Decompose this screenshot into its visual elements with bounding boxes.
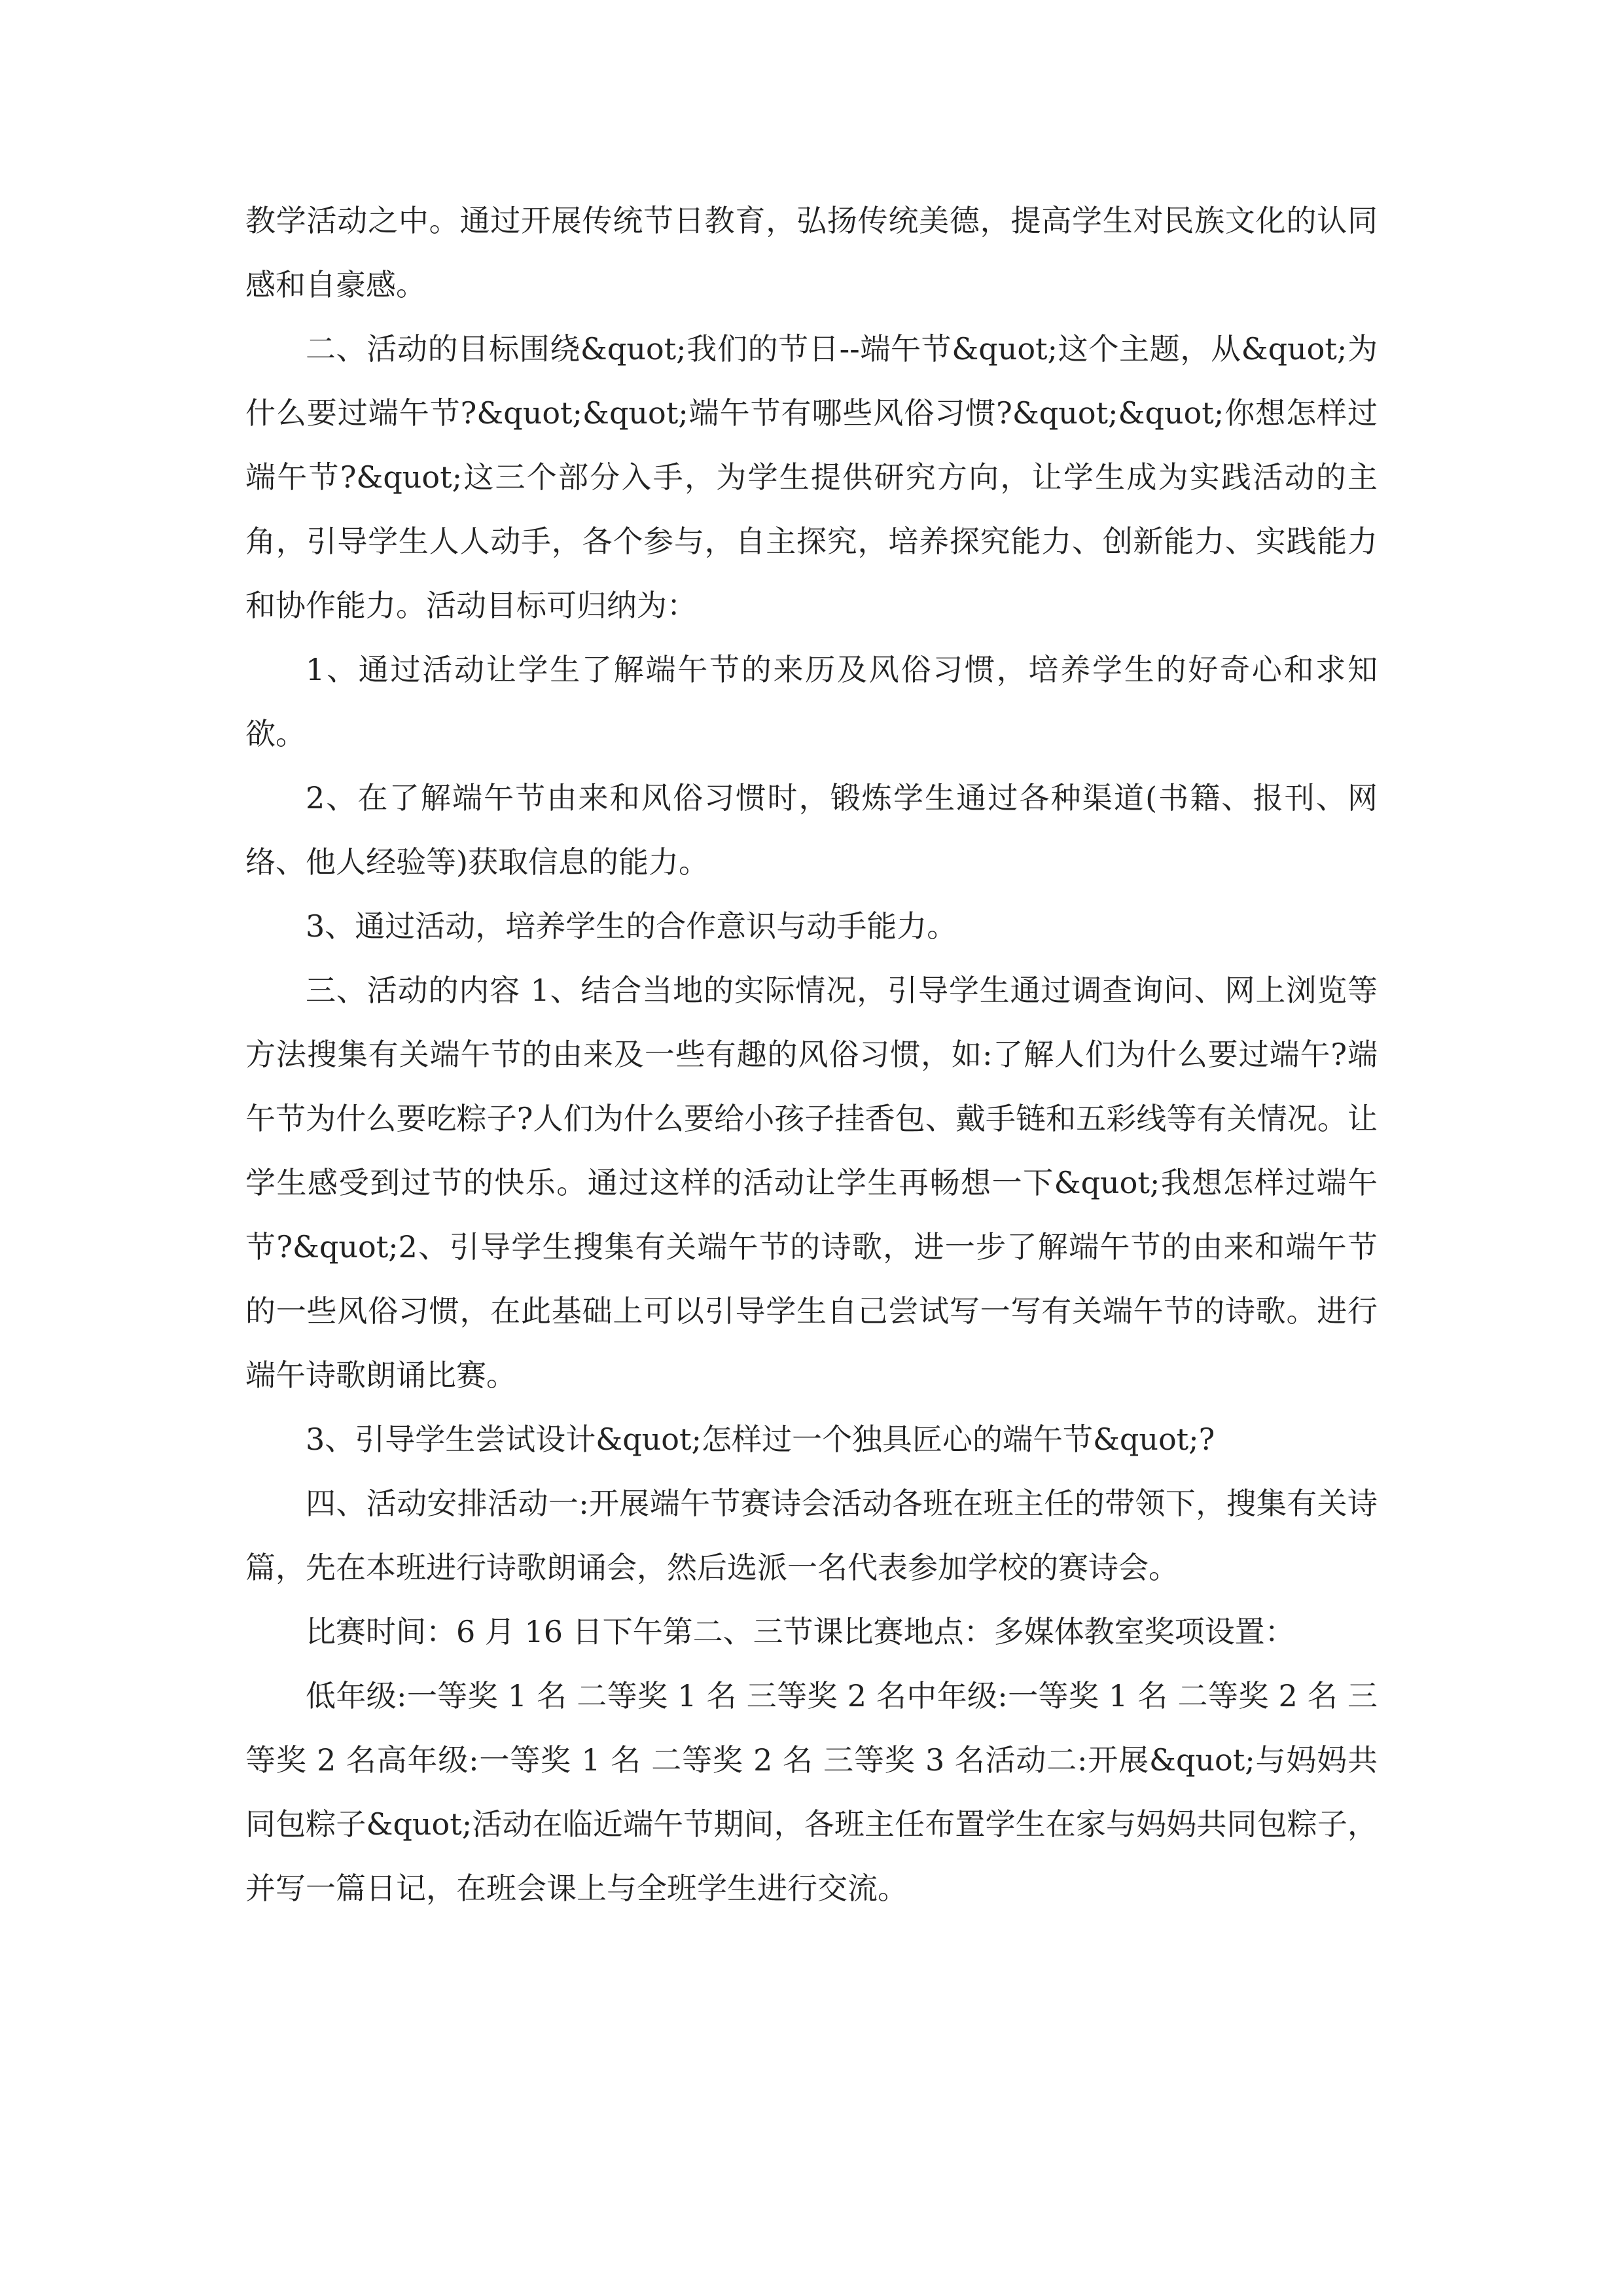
paragraph-3: 1、通过活动让学生了解端午节的来历及风俗习惯，培养学生的好奇心和求知欲。 [245, 652, 1378, 751]
paragraph-4: 2、在了解端午节由来和风俗习惯时，锻炼学生通过各种渠道(书籍、报刊、网络、他人经验等)获取信息的能力。 [245, 780, 1378, 880]
paragraph-7: 3、引导学生尝试设计&quot;怎样过一个独具匠心的端午节&quot;? [306, 1422, 1215, 1457]
paragraph-10: 低年级:一等奖 1 名 二等奖 1 名 三等奖 2 名中年级:一等奖 1 名 二等奖 2 名 三等奖 2 名高年级:一等奖 1 名 二等奖 2 名 三等奖 3 名活动二:开展&quot;与妈妈共同包粽子&quot;活动在临近端午节期间，各班主任布置学生在家与妈妈共同包粽子，并写一篇日记，在班会课上与全班学生进行交流。 [245, 1678, 1378, 1906]
paragraph-9: 比赛时间：6 月 16 日下午第二、三节课比赛地点：多媒体教室奖项设置： [306, 1614, 1295, 1649]
paragraph-6: 三、活动的内容 1、结合当地的实际情况，引导学生通过调查询问、网上浏览等方法搜集有关端午节的由来及一些有趣的风俗习惯，如:了解人们为什么要过端午?端午节为什么要吃粽子?人们为什么要给小孩子挂香包、戴手链和五彩线等有关情况。让学生感受到过节的快乐。通过这样的活动让学生再畅想一下&quot;我想怎样过端午节?&quot;2、引导学生搜集有关端午节的诗歌，进一步了解端午节的由来和端午节的一些风俗习惯，在此基础上可以引导学生自己尝试写一写有关端午节的诗歌。进行端午诗歌朗诵比赛。 [245, 973, 1378, 1393]
document-body [245, 188, 1378, 1920]
paragraph-5: 3、通过活动，培养学生的合作意识与动手能力。 [306, 908, 957, 944]
paragraph-1: 教学活动之中。通过开展传统节日教育，弘扬传统美德，提高学生对民族文化的认同感和自豪感。 [245, 203, 1378, 302]
paragraph-2: 二、活动的目标围绕&quot;我们的节日--端午节&quot;这个主题，从&quot;为什么要过端午节?&quot;&quot;端午节有哪些风俗习惯?&quot;&quot;你想怎样过端午节?&quot;这三个部分入手，为学生提供研究方向，让学生成为实践活动的主角，引导学生人人动手，各个参与，自主探究，培养探究能力、创新能力、实践能力和协作能力。活动目标可归纳为： [245, 331, 1378, 623]
paragraph-8: 四、活动安排活动一:开展端午节赛诗会活动各班在班主任的带领下，搜集有关诗篇，先在本班进行诗歌朗诵会，然后选派一名代表参加学校的赛诗会。 [245, 1486, 1378, 1585]
